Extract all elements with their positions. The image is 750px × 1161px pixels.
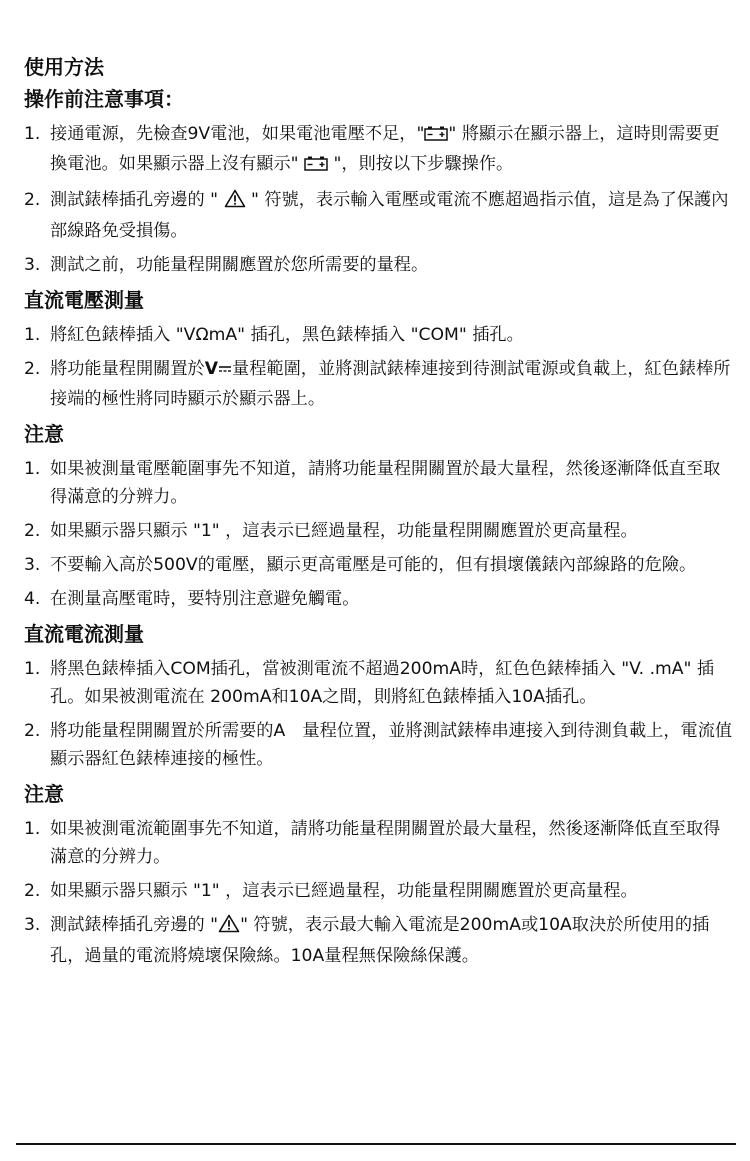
item-number: 1. xyxy=(24,819,41,839)
list-item xyxy=(22,355,734,413)
item-text: 測試錶棒插孔旁邊的 " xyxy=(50,190,224,210)
list-item xyxy=(22,551,734,579)
item-text: 測試之前，功能量程開關應置於您所需要的量程。 xyxy=(50,255,429,275)
item-text: 將黑色錶棒插入COM插孔，當被測電流不超過200mA時，紅色色錶棒插入 "V. .mA" 插孔。如果被測電流在 200mA和10A之間，則將紅色錶棒插入10A插孔。 xyxy=(50,659,715,707)
item-number: 3. xyxy=(24,915,41,935)
section-heading: 注意 xyxy=(24,422,64,446)
item-text: 量程範圍，並將測試錶棒連接到待測試電源或負載上，紅色錶棒所接端的極性將同時顯示於顯示器上。 xyxy=(50,359,731,409)
list-item xyxy=(22,120,734,180)
battery-icon xyxy=(304,152,328,180)
section xyxy=(22,285,734,413)
section xyxy=(22,84,734,279)
section xyxy=(22,779,734,970)
item-text: 將紅色錶棒插入 "VΩmA" 插孔，黑色錶棒插入 "COM" 插孔。 xyxy=(50,325,524,345)
section xyxy=(22,619,734,773)
item-number: 1. xyxy=(24,459,41,479)
section-heading: 直流電壓測量 xyxy=(24,288,144,312)
list-item xyxy=(22,815,734,871)
bottom-divider xyxy=(16,1143,736,1145)
warning-icon xyxy=(218,914,240,942)
list-item xyxy=(22,517,734,545)
item-text: " 符號，表示輸入電壓或電流不應超過指示值，這是為了保護內部線路免受損傷。 xyxy=(50,190,729,241)
item-text: 接通電源，先檢查9V電池，如果電池電壓不足，" xyxy=(50,124,425,144)
section-heading: 注意 xyxy=(24,782,64,806)
item-text: 不要輸入高於500V的電壓，顯示更高電壓是可能的，但有損壞儀錶內部線路的危險。 xyxy=(50,555,697,575)
item-number: 2. xyxy=(24,359,41,379)
item-text: 如果被測電流範圍事先不知道，請將功能量程開關置於最大量程，然後逐漸降低直至取得滿意的分辨力。 xyxy=(50,819,721,867)
item-number: 1. xyxy=(24,659,41,679)
item-number: 4. xyxy=(24,589,41,609)
list-item xyxy=(22,321,734,349)
instruction-list xyxy=(22,655,734,773)
item-number: 2. xyxy=(24,721,41,741)
battery-icon xyxy=(424,122,448,150)
list-item xyxy=(22,717,734,773)
instruction-list xyxy=(22,815,734,970)
list-item xyxy=(22,251,734,279)
item-text: 在測量高壓電時，要特別注意避免觸電。 xyxy=(50,589,360,609)
item-number: 2. xyxy=(24,521,41,541)
dc-symbol-icon xyxy=(218,357,232,385)
page-title: 使用方法 xyxy=(24,55,104,79)
item-number: 1. xyxy=(24,325,41,345)
item-number: 3. xyxy=(24,555,41,575)
manual-content xyxy=(22,52,734,976)
item-text: "，則按以下步驟操作。 xyxy=(328,154,514,174)
item-number: 1. xyxy=(24,124,41,144)
item-text: " 將顯示在顯示器上，這時則需要更換電池。如果顯示器上沒有顯示" xyxy=(50,124,720,174)
item-text: 將功能量程開關置於 xyxy=(50,359,205,379)
item-number: 2. xyxy=(24,881,41,901)
warning-icon xyxy=(224,189,246,217)
instruction-list xyxy=(22,120,734,279)
list-item xyxy=(22,655,734,711)
instruction-list xyxy=(22,321,734,413)
item-text: 將功能量程開關置於所需要的A 量程位置，並將測試錶棒串連接入到待測負載上，電流值顯示器紅色錶棒連接的極性。 xyxy=(50,721,733,769)
item-number: 3. xyxy=(24,255,41,275)
item-text: 如果顯示器只顯示 "1" ，這表示已經過量程，功能量程開關應置於更高量程。 xyxy=(50,881,638,901)
item-number: 2. xyxy=(24,190,41,210)
section xyxy=(22,419,734,613)
list-item xyxy=(22,585,734,613)
list-item xyxy=(22,877,734,905)
instruction-list xyxy=(22,455,734,613)
item-text: " 符號，表示最大輸入電流是200mA或10A取決於所使用的插孔，過量的電流將燒壞保險絲。10A量程無保險絲保護。 xyxy=(50,915,710,966)
list-item xyxy=(22,455,734,511)
list-item xyxy=(22,911,734,970)
unit-symbol: V xyxy=(204,359,219,379)
list-item xyxy=(22,186,734,245)
item-text: 如果被測量電壓範圍事先不知道，請將功能量程開關置於最大量程，然後逐漸降低直至取得滿意的分辨力。 xyxy=(50,459,721,507)
section-heading: 操作前注意事項： xyxy=(24,87,184,111)
item-text: 如果顯示器只顯示 "1" ，這表示已經過量程，功能量程開關應置於更高量程。 xyxy=(50,521,638,541)
section-heading: 直流電流測量 xyxy=(24,622,144,646)
item-text: 測試錶棒插孔旁邊的 " xyxy=(50,915,219,935)
